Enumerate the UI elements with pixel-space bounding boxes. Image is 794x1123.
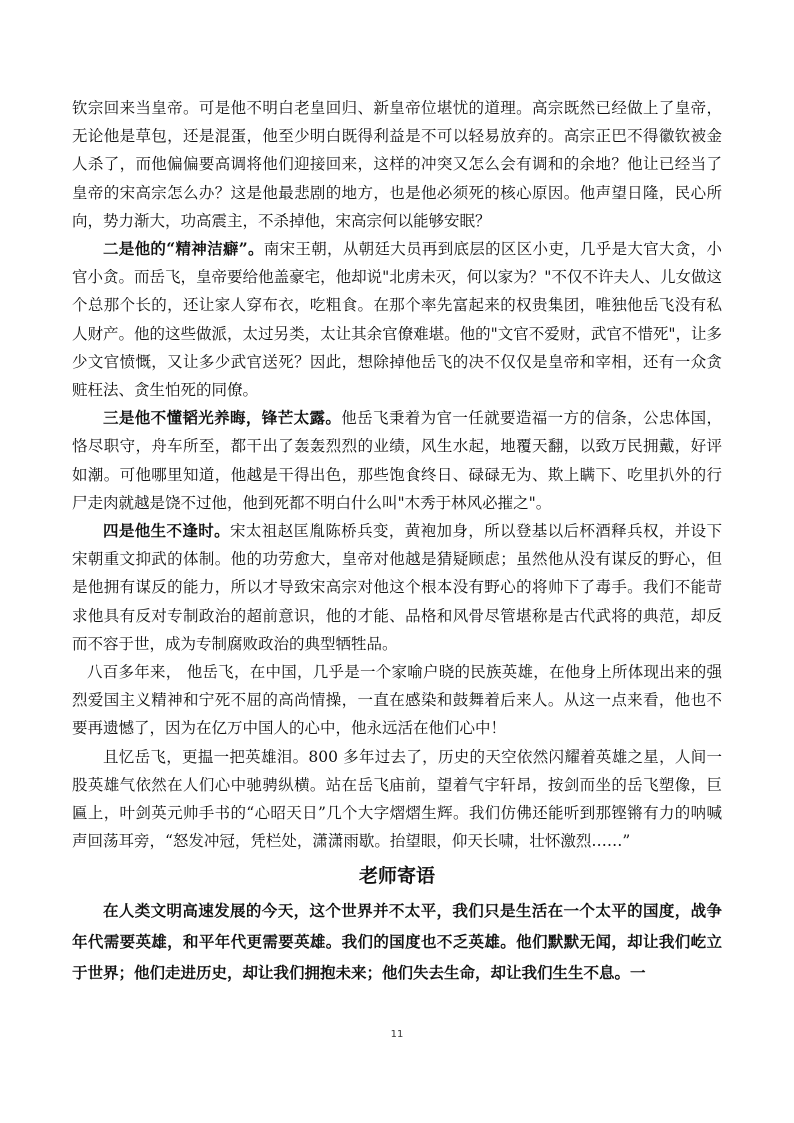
section-heading: 老师寄语	[358, 865, 435, 888]
page-number: 11	[390, 1029, 404, 1040]
paragraph-6: 且忆岳飞，更揾一把英雄泪。800 多年过去了，历史的天空依然闪耀着英雄之星，人间一股英雄气依然在人们心中驰骋纵横。站在岳飞庙前，望着气宇轩昂，按剑而坐的岳飞塑像，巨匾上，叶剑英元帅手书的“心昭天日”几个大字熠熠生辉。我们仿佛还能听到那铿锵有力的呐喊声回荡耳旁，“怒发冲冠，凭栏处，潇潇雨歇。抬望眼，仰天长啸，壮怀激烈……”	[72, 747, 722, 851]
paragraph-2	[72, 235, 722, 404]
paragraph-3	[72, 404, 722, 517]
paragraph-4	[72, 517, 722, 658]
paragraph-3-body: 他岳飞秉着为官一任就要造福一方的信条，公忠体国，恪尽职守，舟车所至，都干出了轰轰烈烈的业绩，风生水起，地覆天翻，以致万民拥戴，好评如潮。可他哪里知道，他越是干得出色，那些饱食终日、碌碌无为、欺上瞒下、吃里扒外的行尸走肉就越是饶不过他，他到死都不明白什么叫"木秀于林风必摧之"。	[72, 409, 722, 512]
document-page	[72, 94, 722, 988]
paragraph-3-lead: 三是他不懂韬光养晦，锋芒太露。	[103, 408, 342, 428]
paragraph-4-lead: 四是他生不逢时。	[103, 521, 231, 541]
section-body: 在人类文明高速发展的今天，这个世界并不太平，我们只是生活在一个太平的国度，战争年代需要英雄，和平年代更需要英雄。我们的国度也不乏英雄。他们默默无闻，却让我们屹立于世界；他们走进历史，却让我们拥抱未来；他们失去生命，却让我们生生不息。一	[72, 901, 722, 983]
paragraph-2-lead: 二是他的“精神洁癖”。	[103, 239, 264, 259]
paragraph-1: 钦宗回来当皇帝。可是他不明白老皇回归、新皇帝位堪忧的道理。高宗既然已经做上了皇帝，无论他是草包，还是混蛋，他至少明白既得利益是不可以轻易放弃的。高宗正巴不得徽钦被金人杀了，而他偏偏要高调将他们迎接回来，这样的冲突又怎么会有调和的余地？他让已经当了皇帝的宋高宗怎么办？这是他最悲剧的地方，也是他必须死的核心原因。他声望日隆，民心所向，势力渐大，功高震主，不杀掉他，宋高宗何以能够安眠？	[72, 99, 722, 230]
paragraph-4-body: 宋太祖赵匡胤陈桥兵变，黄袍加身，所以登基以后杯酒释兵权，并设下宋朝重文抑武的体制。他的功劳愈大，皇帝对他越是猜疑顾虑；虽然他从没有谋反的野心，但是他拥有谋反的能力，所以才导致宋高宗对他这个根本没有野心的将帅下了毒手。我们不能苛求他具有反对专制政治的超前意识，他的才能、品格和风骨尽管堪称是古代武将的典范，却反而不容于世，成为专制腐败政治的典型牺牲品。	[72, 522, 722, 653]
paragraph-5: 八百多年来， 他岳飞，在中国，几乎是一个家喻户晓的民族英雄，在他身上所体现出来的强烈爱国主义精神和宁死不屈的高尚情操，一直在感染和鼓舞着后来人。从这一点来看，他也不要再遗憾了，因为在亿万中国人的心中，他永远活在他们心中！	[72, 663, 722, 738]
paragraph-2-body: 南宋王朝，从朝廷大员再到底层的区区小吏，几乎是大官大贪，小官小贪。而岳飞，皇帝要给他盖豪宅，他却说"北虏未灭，何以家为？"不仅不许夫人、儿女做这个总那个长的，还让家人穿布衣，吃粗食。在那个率先富起来的权贵集团，唯独他岳飞没有私人财产。他的这些做派，太过另类，太让其余官僚难堪。他的"文官不爱财，武官不惜死"，让多少文官愤慨，又让多少武官送死？因此，想除掉他岳飞的决不仅仅是皇帝和宰相，还有一众贪赃枉法、贪生怕死的同僚。	[72, 240, 722, 400]
